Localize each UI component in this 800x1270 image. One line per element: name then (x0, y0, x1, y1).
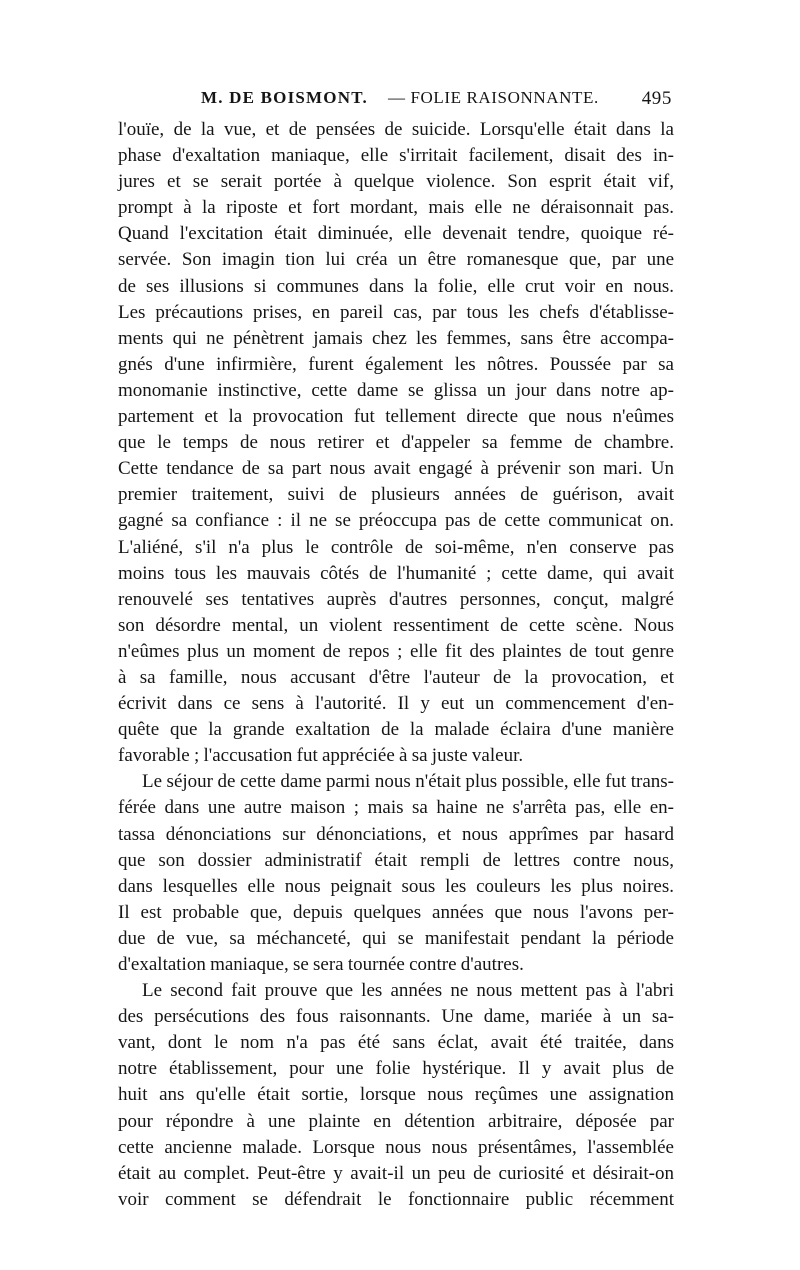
book-page (118, 88, 674, 1213)
running-head (118, 88, 674, 116)
text-line: jures et se serait portée à quelque violence. Son esprit était vif, (118, 171, 674, 193)
text-line: moins tous les mauvais côtés de l'humanité ; cette dame, qui avait (118, 562, 674, 584)
text-line: phase d'exaltation maniaque, elle s'irritait facilement, disait des in- (118, 145, 674, 167)
text-line: servée. Son imagin tion lui créa un être romanesque que, par une (118, 249, 674, 271)
text-line: des persécutions des fous raisonnants. Une dame, mariée à un sa- (118, 1006, 674, 1028)
text-line: Quand l'excitation était diminuée, elle devenait tendre, quoique ré- (118, 223, 674, 245)
text-line: son désordre mental, un violent ressentiment de cette scène. Nous (118, 614, 674, 636)
text-line: gnés d'une infirmière, furent également les nôtres. Poussée par sa (118, 353, 674, 375)
paragraph-2 (118, 769, 674, 978)
running-head-author: M. DE BOISMONT. (201, 88, 368, 107)
text-line: renouvelé ses tentatives auprès d'autres personnes, conçut, malgré (118, 588, 674, 610)
page-number: 495 (641, 88, 672, 109)
text-line: que son dossier administratif était rempli de lettres contre nous, (118, 849, 674, 871)
text-line: monomanie instinctive, cette dame se glissa un jour dans notre ap- (118, 379, 674, 401)
body-text (118, 117, 674, 1213)
text-line: Il est probable que, depuis quelques années que nous l'avons per- (118, 901, 674, 923)
text-line: favorable ; l'accusation fut appréciée à sa juste valeur. (118, 745, 524, 767)
text-line: férée dans une autre maison ; mais sa haine ne s'arrêta pas, elle en- (118, 797, 674, 819)
text-line: L'aliéné, s'il n'a plus le contrôle de soi-même, n'en conserve pas (118, 536, 674, 558)
text-line: Cette tendance de sa part nous avait engagé à prévenir son mari. Un (118, 458, 674, 480)
text-line: Le second fait prouve que les années ne nous mettent pas à l'abri (142, 980, 674, 1002)
text-line: ments qui ne pénètrent jamais chez les femmes, sans être accompa- (118, 327, 674, 349)
text-line: quête que la grande exaltation de la malade éclaira d'une manière (118, 719, 674, 741)
text-line: écrivit dans ce sens à l'autorité. Il y eut un commencement d'en- (118, 693, 674, 715)
text-line: voir comment se défendrait le fonctionnaire public récemment (118, 1188, 674, 1210)
text-line: gagné sa confiance : il ne se préoccupa pas de cette communicat on. (118, 510, 674, 532)
text-line: d'exaltation maniaque, se sera tournée contre d'autres. (118, 954, 524, 975)
text-line: l'ouïe, de la vue, et de pensées de suicide. Lorsqu'elle était dans la (118, 119, 674, 140)
text-line: tassa dénonciations sur dénonciations, et nous apprîmes par hasard (118, 823, 674, 845)
paragraph-1 (118, 117, 674, 769)
running-head-title: — FOLIE RAISONNANTE. (388, 88, 599, 107)
text-line: cette ancienne malade. Lorsque nous nous présentâmes, l'assemblée (118, 1136, 674, 1158)
text-line: huit ans qu'elle était sortie, lorsque nous reçûmes une assignation (118, 1084, 674, 1106)
text-line: de ses illusions si communes dans la folie, elle crut voir en nous. (118, 275, 674, 297)
text-line: notre établissement, pour une folie hystérique. Il y avait plus de (118, 1058, 674, 1080)
text-line: premier traitement, suivi de plusieurs années de guérison, avait (118, 484, 674, 506)
text-line: dans lesquelles elle nous peignait sous les couleurs les plus noires. (118, 875, 674, 897)
text-line: due de vue, sa méchanceté, qui se manifestait pendant la période (118, 927, 674, 949)
text-line: Les précautions prises, en pareil cas, par tous les chefs d'établisse- (118, 301, 674, 323)
text-line: pour répondre à une plainte en détention arbitraire, déposée par (118, 1110, 674, 1132)
text-line: vant, dont le nom n'a pas été sans éclat, avait été traitée, dans (118, 1032, 674, 1054)
text-line: partement et la provocation fut tellement directe que nous n'eûmes (118, 406, 674, 428)
text-line: Le séjour de cette dame parmi nous n'était plus possible, elle fut trans- (142, 771, 674, 793)
text-line: n'eûmes plus un moment de repos ; elle fit des plaintes de tout genre (118, 640, 674, 662)
paragraph-3 (118, 978, 674, 1213)
text-line: à sa famille, nous accusant d'être l'auteur de la provocation, et (118, 666, 674, 688)
text-line: prompt à la riposte et fort mordant, mais elle ne déraisonnait pas. (118, 197, 674, 219)
text-line: était au complet. Peut-être y avait-il un peu de curiosité et désirait-on (118, 1162, 674, 1184)
text-line: que le temps de nous retirer et d'appeler sa femme de chambre. (118, 432, 674, 454)
